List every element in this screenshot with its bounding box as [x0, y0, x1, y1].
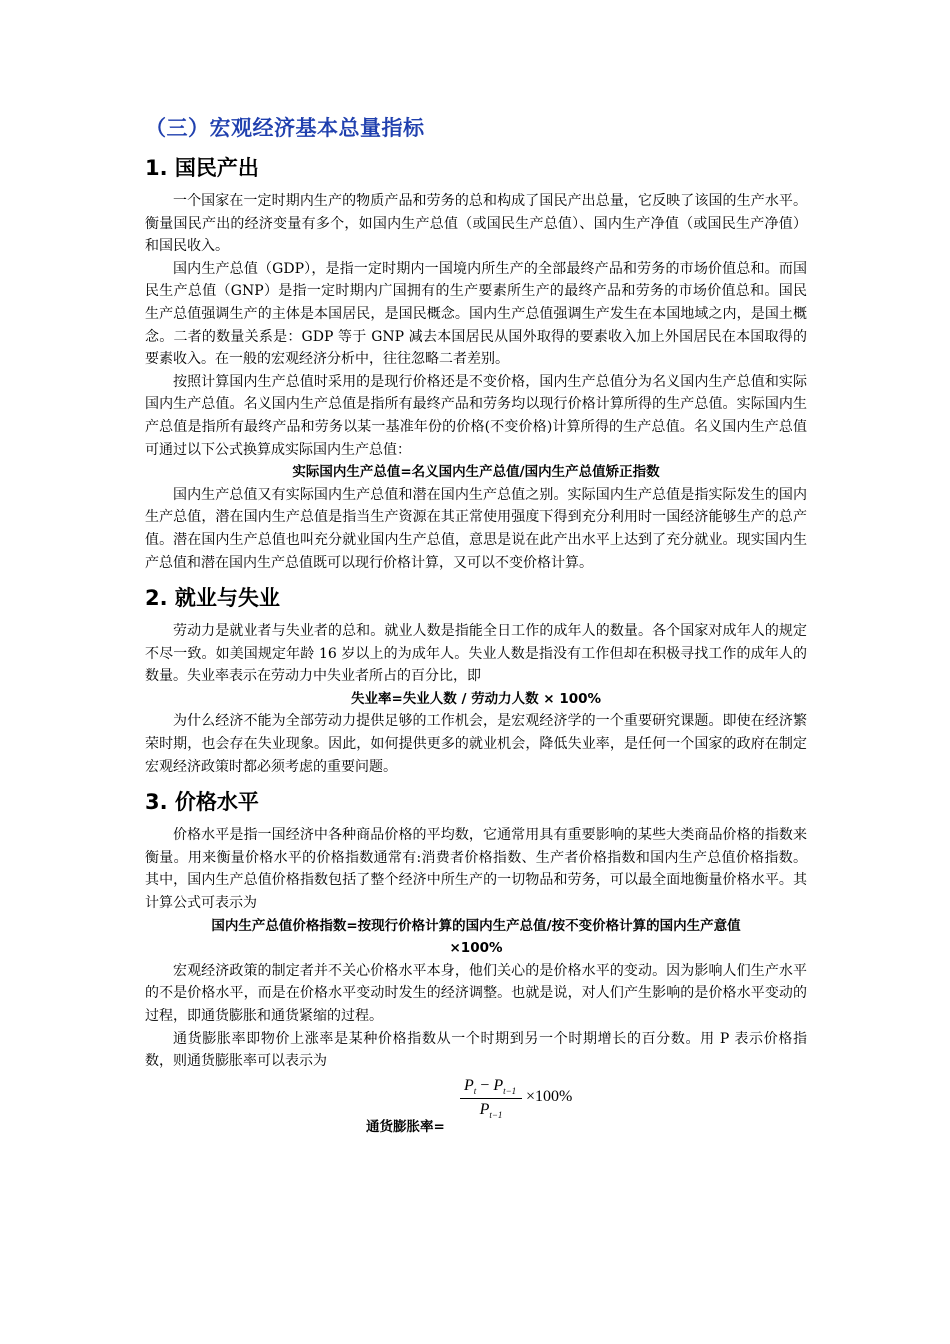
heading-employment: 2. 就业与失业	[145, 586, 280, 611]
paragraph: 按照计算国内生产总值时采用的是现行价格还是不变价格，国内生产总值分为名义国内生产总值和实际国内生产总值。名义国内生产总值是指所有最终产品和劳务均以现行价格计算所得的生产总值。实际国内生产总值是指所有最终产品和劳务以某一基准年份的价格(不变价格)计算所得的生产总值。名义国内生产总值可通过以下公式换算成实际国内生产总值：	[145, 373, 807, 458]
formula-gdp-deflator-line1: 国内生产总值价格指数=按现行价格计算的国内生产总值/按不变价格计算的国内生产意值	[211, 917, 741, 934]
heading-national-output: 1. 国民产出	[145, 156, 259, 180]
inflation-fraction	[460, 1077, 522, 1120]
heading-price-level: 3. 价格水平	[145, 790, 259, 815]
paragraph: 为什么经济不能为全部劳动力提供足够的工作机会，是宏观经济学的一个重要研究课题。即使在经济繁荣时期，也会存在失业现象。因此，如何提供更多的就业机会，降低失业率，是任何一个国家的政府在制定宏观经济政策时都必须考虑的重要问题。	[145, 713, 807, 775]
paragraph: 价格水平是指一国经济中各种商品价格的平均数，它通常用具有重要影响的某些大类商品价格的指数来衡量。用来衡量价格水平的价格指数通常有:消费者价格指数、生产者价格指数和国内生产总值价格指数。其中，国内生产总值价格指数包括了整个经济中所生产的一切物品和劳务，可以最全面地衡量价格水平。其计算公式可表示为	[145, 827, 807, 912]
paragraph: 通货膨胀率即物价上涨率是某种价格指数从一个时期到另一个时期增长的百分数。用 P 表示价格指数，则通货膨胀率可以表示为	[145, 1030, 807, 1070]
paragraph: 劳动力是就业者与失业者的总和。就业人数是指能全日工作的成年人的数量。各个国家对成年人的规定不尽一致。如美国规定年龄 16 岁以上的为成年人。失业人数是指没有工作但却在积极寻找工作的成年人的数量。失业率表示在劳动力中失业者所占的百分比，即	[145, 623, 807, 685]
inflation-label: 通货膨胀率=	[366, 1118, 445, 1135]
paragraph: 宏观经济政策的制定者并不关心价格水平本身，他们关心的是价格水平的变动。因为影响人们生产水平的不是价格水平，而是在价格水平变动时发生的经济调整。也就是说，对人们产生影响的是价格水平变动的过程，即通货膨胀和通货紧缩的过程。	[145, 962, 807, 1024]
fraction-denominator: $P_{t-1}$	[479, 1100, 503, 1121]
paragraph: 国内生产总值又有实际国内生产总值和潜在国内生产总值之别。实际国内生产总值是指实际发生的国内生产总值，潜在国内生产总值是指当生产资源在其正常使用强度下得到充分利用时一国经济能够生产的总产值。潜在国内生产总值也叫充分就业国内生产总值，意思是说在此产出水平上达到了充分就业。现实国内生产总值和潜在国内生产总值既可以现行价格计算，又可以不变价格计算。	[145, 486, 807, 571]
formula-gdp-deflator-line2: ×100%	[449, 940, 503, 957]
fraction-numerator: $P_t - P_{t-1}$	[464, 1076, 517, 1096]
paragraph: 一个国家在一定时期内生产的物质产品和劳务的总和构成了国民产出总量，它反映了该国的生产水平。衡量国民产出的经济变量有多个，如国内生产总值（或国民生产总值）、国内生产净值（或国民生产净值）和国民收入。	[145, 193, 807, 255]
paragraph: 国内生产总值（GDP），是指一定时期内一国境内所生产的全部最终产品和劳务的市场价值总和。而国民生产总值（GNP）是指一定时期内广国拥有的生产要素所生产的最终产品和劳务的市场价值总和。国民生产总值强调生产的主体是本国居民，是国民概念。国内生产总值强调生产发生在本国地域之内，是国土概念。二者的数量关系是：GDP 等于 GNP 减去本国居民从国外取得的要素收入加上外国居民在本国取得的要素收入。在一般的宏观经济分析中，往往忽略二者差别。	[145, 260, 807, 368]
times-100-percent: ×100%	[526, 1087, 573, 1105]
formula-unemployment-rate: 失业率=失业人数 / 劳动力人数 × 100%	[350, 690, 602, 707]
formula-real-gdp: 实际国内生产总值=名义国内生产总值/国内生产总值矫正指数	[292, 464, 660, 481]
inflation-formula	[145, 1077, 807, 1147]
document-page	[145, 112, 807, 1147]
section-title: （三）宏观经济基本总量指标	[145, 116, 425, 140]
